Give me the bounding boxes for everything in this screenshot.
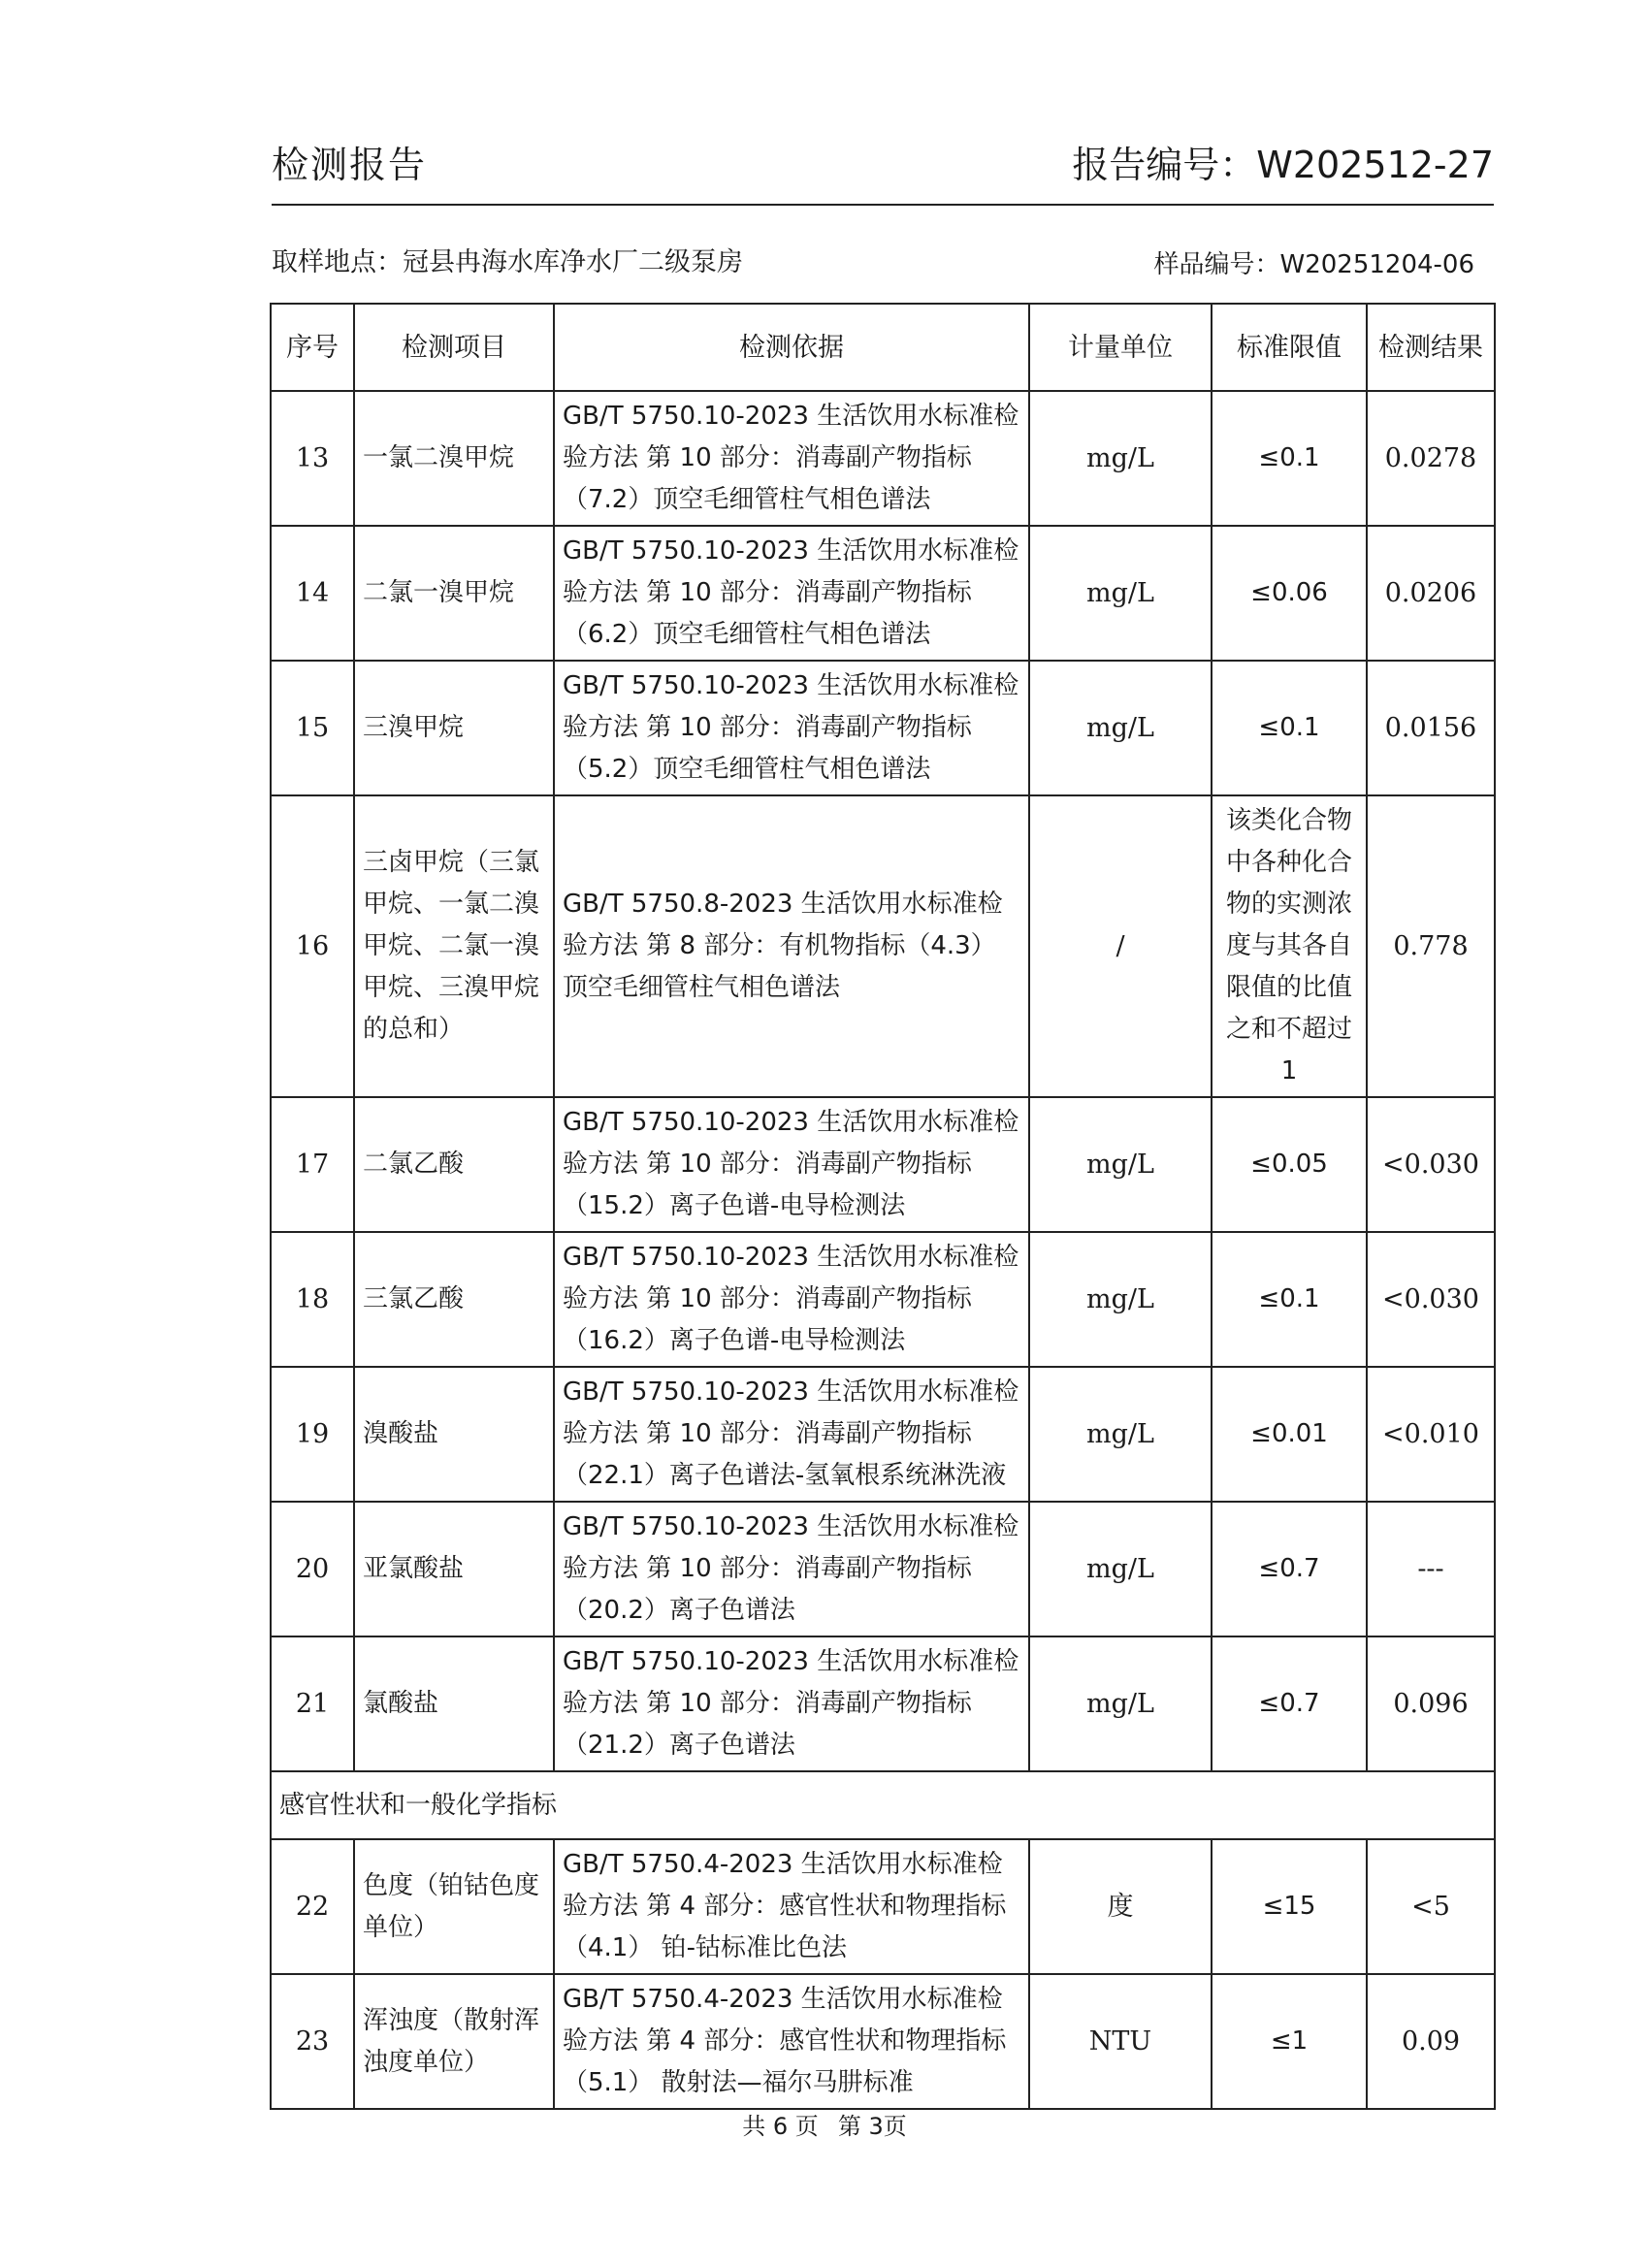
header-method: 检测依据	[554, 304, 1029, 391]
row-item: 亚氯酸盐	[354, 1502, 554, 1636]
table-header-row	[271, 304, 1495, 391]
sample-number-value: W20251204-06	[1279, 250, 1474, 279]
table-row	[271, 1502, 1495, 1636]
row-unit: mg/L	[1029, 1367, 1212, 1502]
page-footer	[0, 2107, 1649, 2141]
section-title: 感官性状和一般化学指标	[271, 1771, 1495, 1839]
row-limit: ≤0.1	[1212, 1232, 1367, 1367]
row-result: 0.778	[1367, 795, 1495, 1097]
row-unit: /	[1029, 795, 1212, 1097]
sample-meta	[272, 241, 1474, 279]
row-result: <0.010	[1367, 1367, 1495, 1502]
row-no: 16	[271, 795, 354, 1097]
row-no: 22	[271, 1839, 354, 1974]
row-method: GB/T 5750.10-2023 生活饮用水标准检验方法 第 10 部分：消毒副产物指标（5.2）顶空毛细管柱气相色谱法	[554, 661, 1029, 795]
table-row	[271, 661, 1495, 795]
row-method: GB/T 5750.10-2023 生活饮用水标准检验方法 第 10 部分：消毒副产物指标（6.2）顶空毛细管柱气相色谱法	[554, 526, 1029, 661]
row-limit: ≤15	[1212, 1839, 1367, 1974]
row-unit: mg/L	[1029, 526, 1212, 661]
row-no: 17	[271, 1097, 354, 1232]
row-item: 色度（铂钴色度单位）	[354, 1839, 554, 1974]
row-no: 14	[271, 526, 354, 661]
row-item: 三卤甲烷（三氯甲烷、一氯二溴甲烷、二氯一溴甲烷、三溴甲烷的总和）	[354, 795, 554, 1097]
table-row	[271, 795, 1495, 1097]
row-item: 二氯乙酸	[354, 1097, 554, 1232]
table-row	[271, 1636, 1495, 1771]
row-method: GB/T 5750.4-2023 生活饮用水标准检验方法 第 4 部分：感官性状和物理指标（4.1） 铂-钴标准比色法	[554, 1839, 1029, 1974]
row-unit: mg/L	[1029, 661, 1212, 795]
header-item: 检测项目	[354, 304, 554, 391]
row-no: 21	[271, 1636, 354, 1771]
row-method: GB/T 5750.4-2023 生活饮用水标准检验方法 第 4 部分：感官性状和物理指标（5.1） 散射法—福尔马肼标准	[554, 1974, 1029, 2109]
row-method: GB/T 5750.10-2023 生活饮用水标准检验方法 第 10 部分：消毒副产物指标（7.2）顶空毛细管柱气相色谱法	[554, 391, 1029, 526]
row-unit: mg/L	[1029, 1636, 1212, 1771]
table-row	[271, 1839, 1495, 1974]
row-no: 19	[271, 1367, 354, 1502]
table-row	[271, 1097, 1495, 1232]
row-method: GB/T 5750.10-2023 生活饮用水标准检验方法 第 10 部分：消毒副产物指标（22.1）离子色谱法-氢氧根系统淋洗液	[554, 1367, 1029, 1502]
row-limit: ≤0.1	[1212, 391, 1367, 526]
row-no: 23	[271, 1974, 354, 2109]
sample-number-label: 样品编号：	[1153, 250, 1280, 279]
table-row	[271, 526, 1495, 661]
report-title: 检测报告	[272, 144, 428, 186]
row-item: 二氯一溴甲烷	[354, 526, 554, 661]
row-result: <5	[1367, 1839, 1495, 1974]
row-limit: ≤0.7	[1212, 1502, 1367, 1636]
row-no: 13	[271, 391, 354, 526]
row-unit: mg/L	[1029, 391, 1212, 526]
row-limit: ≤0.01	[1212, 1367, 1367, 1502]
row-limit: ≤0.05	[1212, 1097, 1367, 1232]
row-item: 浑浊度（散射浑浊度单位）	[354, 1974, 554, 2109]
results-table	[270, 303, 1496, 2110]
row-item: 溴酸盐	[354, 1367, 554, 1502]
row-no: 20	[271, 1502, 354, 1636]
header-no: 序号	[271, 304, 354, 391]
row-no: 15	[271, 661, 354, 795]
row-item: 三氯乙酸	[354, 1232, 554, 1367]
row-limit: ≤0.06	[1212, 526, 1367, 661]
row-result: 0.0206	[1367, 526, 1495, 661]
row-method: GB/T 5750.10-2023 生活饮用水标准检验方法 第 10 部分：消毒副产物指标（15.2）离子色谱-电导检测法	[554, 1097, 1029, 1232]
header-limit: 标准限值	[1212, 304, 1367, 391]
row-unit: mg/L	[1029, 1097, 1212, 1232]
sampling-location	[272, 241, 743, 278]
table-row	[271, 391, 1495, 526]
row-method: GB/T 5750.8-2023 生活饮用水标准检验方法 第 8 部分：有机物指标（4.3）顶空毛细管柱气相色谱法	[554, 795, 1029, 1097]
row-limit: ≤0.1	[1212, 661, 1367, 795]
row-result: <0.030	[1367, 1232, 1495, 1367]
row-result: 0.0278	[1367, 391, 1495, 526]
sampling-location-value: 冠县冉海水库净水厂二级泵房	[403, 247, 743, 277]
row-result: 0.096	[1367, 1636, 1495, 1771]
row-limit: 该类化合物中各种化合物的实测浓度与其各自限值的比值之和不超过1	[1212, 795, 1367, 1097]
table-row	[271, 1367, 1495, 1502]
row-result: <0.030	[1367, 1097, 1495, 1232]
page-current: 第 3页	[837, 2113, 907, 2140]
row-method: GB/T 5750.10-2023 生活饮用水标准检验方法 第 10 部分：消毒副产物指标（21.2）离子色谱法	[554, 1636, 1029, 1771]
row-result: ---	[1367, 1502, 1495, 1636]
report-number: 报告编号：W202512-27	[1072, 144, 1494, 186]
row-method: GB/T 5750.10-2023 生活饮用水标准检验方法 第 10 部分：消毒副产物指标（16.2）离子色谱-电导检测法	[554, 1232, 1029, 1367]
row-item: 氯酸盐	[354, 1636, 554, 1771]
row-limit: ≤1	[1212, 1974, 1367, 2109]
table-row	[271, 1232, 1495, 1367]
row-method: GB/T 5750.10-2023 生活饮用水标准检验方法 第 10 部分：消毒副产物指标（20.2）离子色谱法	[554, 1502, 1029, 1636]
sample-number	[1153, 244, 1474, 280]
row-limit: ≤0.7	[1212, 1636, 1367, 1771]
row-unit: 度	[1029, 1839, 1212, 1974]
section-row	[271, 1771, 1495, 1839]
row-result: 0.0156	[1367, 661, 1495, 795]
page-total: 共 6 页	[742, 2113, 819, 2140]
row-unit: mg/L	[1029, 1232, 1212, 1367]
sampling-location-label: 取样地点：	[272, 247, 403, 277]
row-unit: NTU	[1029, 1974, 1212, 2109]
row-unit: mg/L	[1029, 1502, 1212, 1636]
header-unit: 计量单位	[1029, 304, 1212, 391]
row-item: 三溴甲烷	[354, 661, 554, 795]
table-row	[271, 1974, 1495, 2109]
header-result: 检测结果	[1367, 304, 1495, 391]
row-no: 18	[271, 1232, 354, 1367]
report-header	[272, 126, 1494, 206]
row-result: 0.09	[1367, 1974, 1495, 2109]
row-item: 一氯二溴甲烷	[354, 391, 554, 526]
